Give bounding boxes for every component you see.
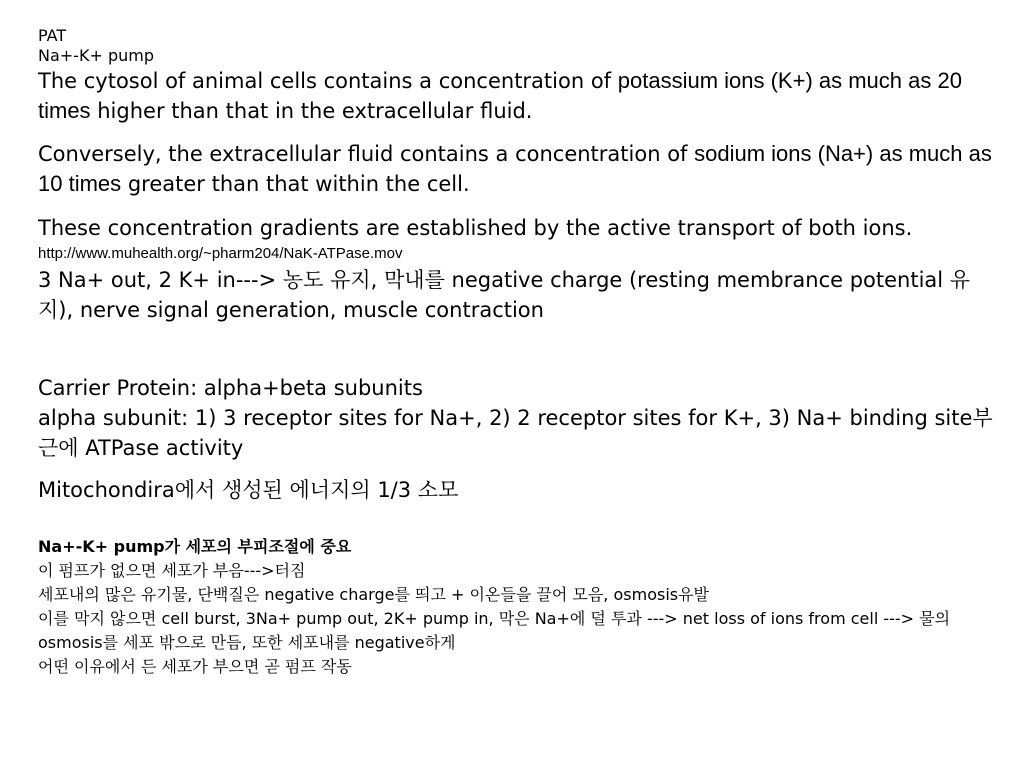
paragraph-potassium-emphasis: potassium ions (K+) as much as 20 times [38,68,962,123]
slide-header [38,26,998,66]
header-line-1: PAT [38,26,67,45]
paragraph-sodium-pre: Conversely, the extracellular fluid contains a concentration of [38,142,695,166]
notes-block [38,535,998,679]
notes-line-4: 어떤 이유에서 든 세포가 부으면 곧 펌프 작동 [38,657,352,676]
paragraph-sodium-post: greater than that within the cell. [121,172,470,196]
notes-line-3: 이를 막지 않으면 cell burst, 3Na+ pump out, 2K+ pump in, 막은 Na+에 덜 투과 ---> net loss of ions from cell ---> 물의 osmosis를 세포 밖으로 만듬, 또한 세포내를 negative하게 [38,609,951,652]
slide-content [38,26,998,679]
paragraph-pump-function: 3 Na+ out, 2 K+ in---> 농도 유지, 막내를 negative charge (resting membrance potential 유지), nerve signal generation, muscle contraction [38,268,971,322]
carrier-protein-line: Carrier Protein: alpha+beta subunits [38,376,423,400]
carrier-protein-block [38,373,998,463]
header-line-2: Na+-K+ pump [38,46,154,65]
paragraph-sodium [38,139,998,199]
paragraph-potassium [38,66,998,126]
alpha-subunit-line: alpha subunit: 1) 3 receptor sites for Na+, 2) 2 receptor sites for K+, 3) Na+ binding site부근에 ATPase activity [38,406,993,460]
paragraph-potassium-post: higher than that in the extracellular fluid. [90,99,533,123]
notes-title: Na+-K+ pump가 세포의 부피조절에 중요 [38,537,352,556]
reference-link[interactable]: http://www.muhealth.org/~pharm204/NaK-ATPase.mov [38,245,403,262]
mitochondria-line: Mitochondira에서 생성된 에너지의 1/3 소모 [38,478,459,502]
paragraph-potassium-pre: The cytosol of animal cells contains a concentration of [38,69,618,93]
paragraph-sodium-emphasis: sodium ions (Na+) as much as 10 times [38,141,992,196]
paragraph-gradients: These concentration gradients are established by the active transport of both ions. [38,216,913,240]
notes-line-1: 이 펌프가 없으면 세포가 부음--->터짐 [38,561,306,580]
notes-line-2: 세포내의 많은 유기물, 단백질은 negative charge를 띄고 + 이온들을 끌어 모음, osmosis유발 [38,585,710,604]
